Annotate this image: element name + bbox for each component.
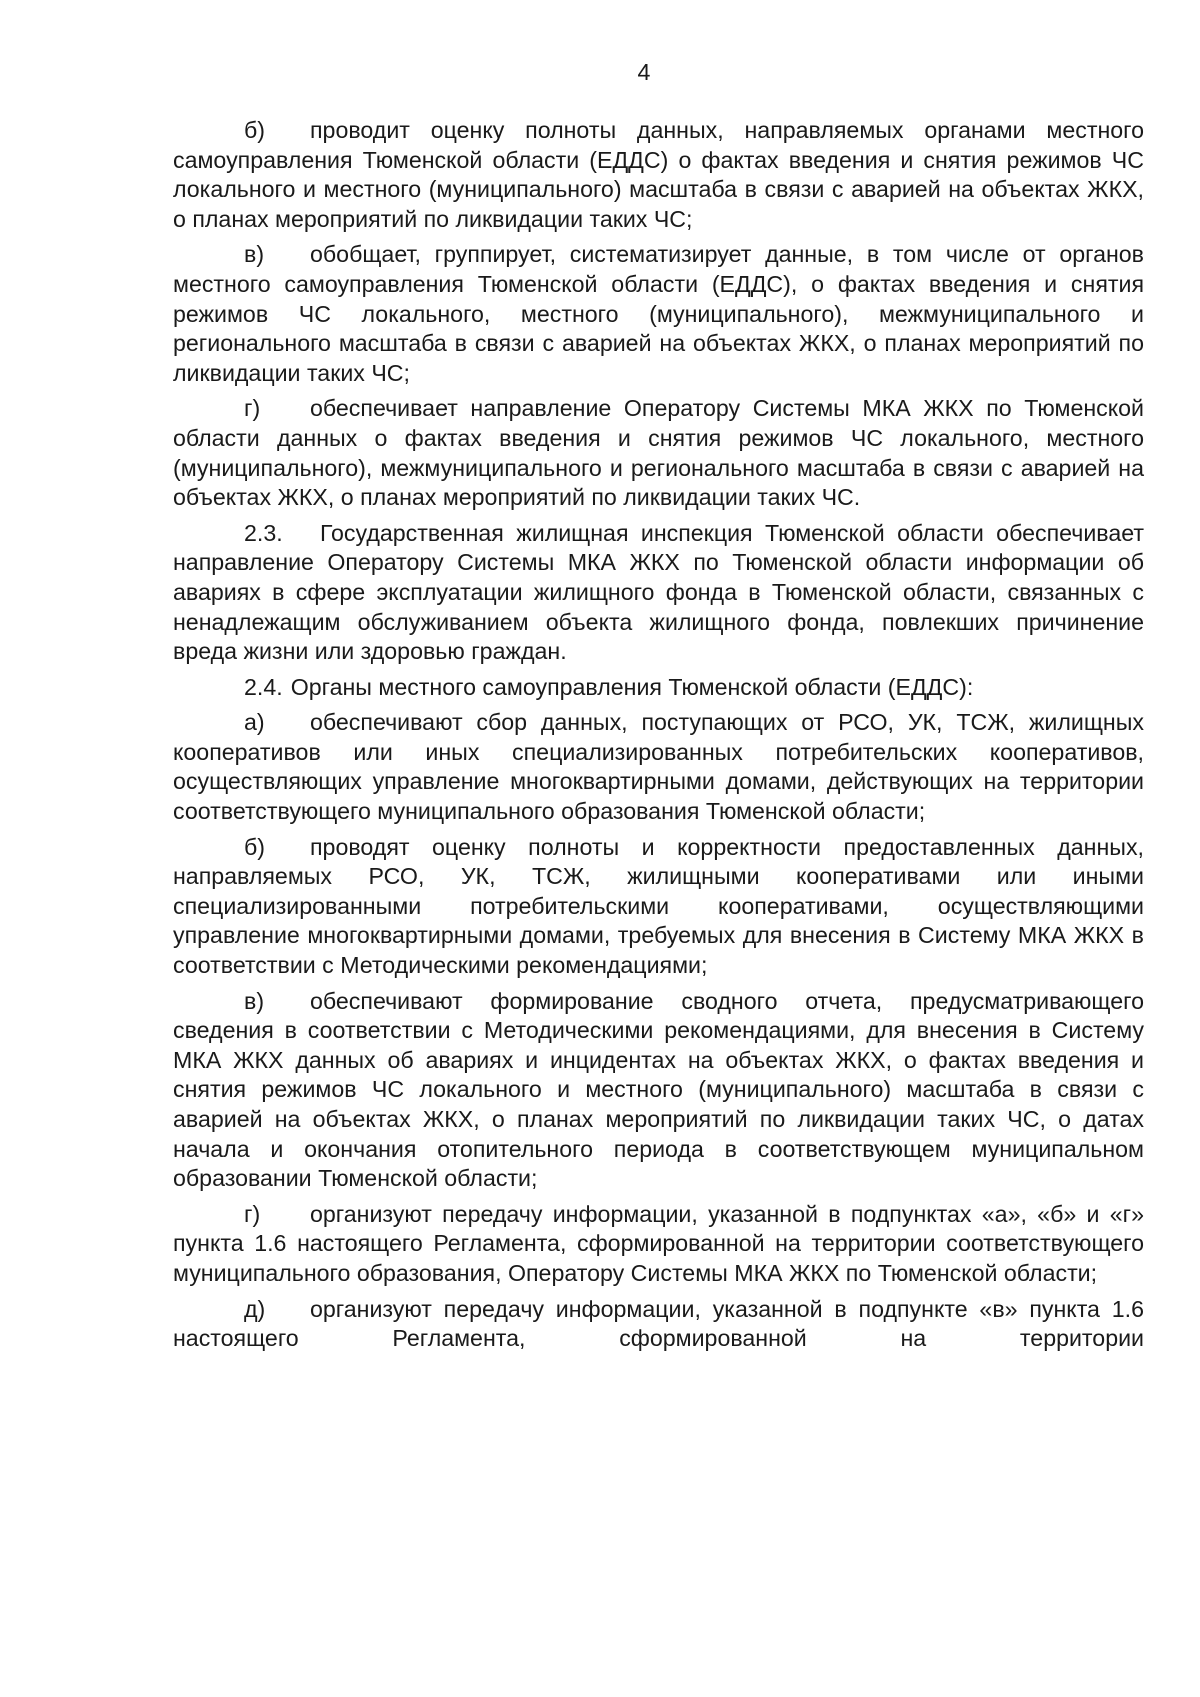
paragraph-text: проводит оценку полноты данных, направляемых органами местного самоуправления Тюменской области (ЕДДС) о фактах введения и снятия режимов ЧС локального и местного (муниципального) масштаба в связи с аварией на объектах ЖКХ, о планах мероприятий по ликвидации таких ЧС; bbox=[173, 117, 1144, 232]
paragraph-text: обобщает, группирует, систематизирует данные, в том числе от органов местного самоуправления Тюменской области (ЕДДС), о фактах введения и снятия режимов ЧС локального, местного (муниципального), межмуниципального и регионального масштаба в связи с аварией на объектах ЖКХ, о планах мероприятий по ликвидации таких ЧС; bbox=[173, 241, 1144, 386]
list-marker: а) bbox=[244, 709, 265, 736]
paragraph-text: обеспечивают формирование сводного отчета, предусматривающего сведения в соответствии с Методическими рекомендациями, для внесения в Систему МКА ЖКХ данных об авариях и инцидентах на объектах ЖКХ, о фактах введения и снятия режимов ЧС локального и местного (муниципального) масштаба в связи с аварией на объектах ЖКХ, о планах мероприятий по ликвидации таких ЧС, о датах начала и окончания отопительного периода в соответствующем муниципальном образовании Тюменской области; bbox=[173, 987, 1144, 1192]
list-marker: в) bbox=[244, 987, 265, 1014]
paragraph-2-3 bbox=[173, 519, 1144, 667]
list-marker: г) bbox=[244, 395, 261, 422]
paragraph-2-4 bbox=[173, 673, 1144, 703]
list-marker: г) bbox=[244, 1200, 261, 1227]
paragraph-text: организуют передачу информации, указанной в подпунктах «а», «б» и «г» пункта 1.6 настоящего Регламента, сформированной на территории соответствующего муниципального образования, Оператору Системы МКА ЖКХ по Тюменской области; bbox=[173, 1200, 1144, 1286]
paragraph-text: обеспечивает направление Оператору Системы МКА ЖКХ по Тюменской области данных о фактах введения и снятия режимов ЧС локального, местного (муниципального), межмуниципального и регионального масштаба в связи с аварией на объектах ЖКХ, о планах мероприятий по ликвидации таких ЧС. bbox=[173, 395, 1144, 511]
section-number: 2.3. bbox=[244, 519, 283, 546]
section-number: 2.4. bbox=[244, 673, 283, 700]
list-marker: б) bbox=[244, 833, 266, 860]
paragraph-b-1 bbox=[173, 116, 1144, 234]
paragraph-text: проводят оценку полноты и корректности предоставленных данных, направляемых РСО, УК, ТСЖ, жилищными кооперативами или иными специализированными потребительскими кооперативами, осуществляющими управление многоквартирными домами, требуемых для внесения в Систему МКА ЖКХ в соответствии с Методическими рекомендациями; bbox=[173, 833, 1144, 979]
paragraph-d-2 bbox=[173, 1295, 1144, 1354]
paragraph-text: обеспечивают сбор данных, поступающих от РСО, УК, ТСЖ, жилищных кооперативов или иных специализированных потребительских кооперативов, осуществляющих управление многоквартирными домами, действующих на территории соответствующего муниципального образования Тюменской области; bbox=[173, 709, 1144, 825]
paragraph-v-2 bbox=[173, 987, 1144, 1194]
paragraph-g-2 bbox=[173, 1200, 1144, 1289]
list-marker: б) bbox=[244, 117, 266, 143]
paragraph-b-2 bbox=[173, 833, 1144, 981]
paragraph-g-1 bbox=[173, 394, 1144, 512]
paragraph-text: организуют передачу информации, указанной в подпункте «в» пункта 1.6 настоящего Регламента, сформированной на территории bbox=[173, 1295, 1144, 1352]
paragraph-text: Государственная жилищная инспекция Тюменской области обеспечивает направление Оператору Системы МКА ЖКХ по Тюменской области информации об авариях в сфере эксплуатации жилищного фонда в Тюменской области, связанных с ненадлежащим обслуживанием объекта жилищного фонда, повлекших причинение вреда жизни или здоровью граждан. bbox=[173, 519, 1144, 665]
paragraph-text: Органы местного самоуправления Тюменской области (ЕДДС): bbox=[290, 673, 974, 700]
list-marker: в) bbox=[244, 241, 265, 268]
paragraph-v-1 bbox=[173, 240, 1144, 388]
document-body bbox=[173, 116, 1144, 1354]
page-number: 4 bbox=[637, 59, 651, 85]
paragraph-a-2 bbox=[173, 708, 1144, 826]
list-marker: д) bbox=[244, 1295, 266, 1322]
